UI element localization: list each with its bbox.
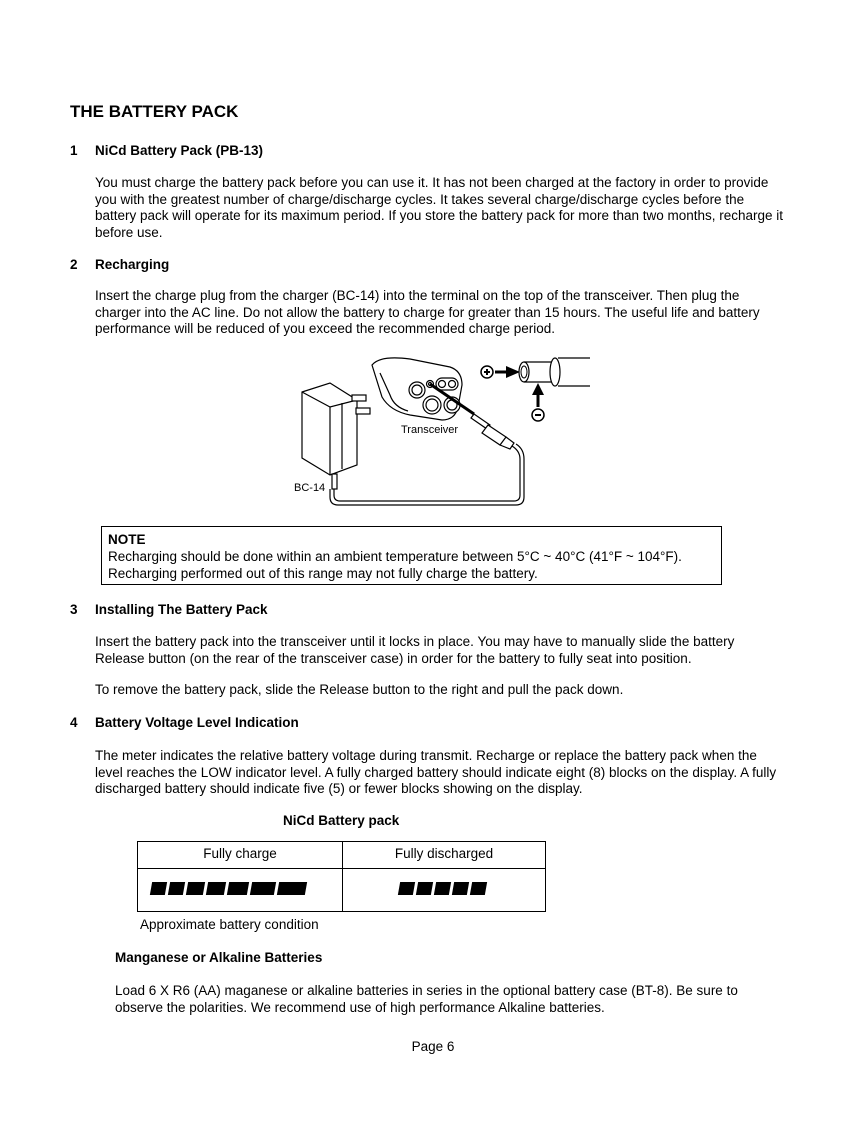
- battery-block: [452, 882, 469, 895]
- text-line: battery pack will operate for its maximum period. If you store the battery pack for more than two months, recharge it: [95, 208, 784, 223]
- transceiver-label: Transceiver: [401, 424, 459, 436]
- section-2-paragraph: [95, 288, 760, 338]
- text-line: you with the greatest number of charge/discharge cycles. It takes several charge/discharge cycles before the: [95, 191, 745, 207]
- transceiver-icon: [372, 358, 462, 420]
- section-1-number: 1: [70, 143, 78, 158]
- battery-block: [186, 882, 205, 895]
- text-line: You must charge the battery pack before you can use it. It has not been charged at the factory in order to provide: [95, 175, 769, 190]
- battery-block: [250, 882, 276, 895]
- page-title: THE BATTERY PACK: [70, 102, 239, 121]
- section-3-number: 3: [70, 602, 78, 617]
- alkaline-paragraph: [115, 983, 738, 1016]
- alkaline-title: Manganese or Alkaline Batteries: [115, 950, 323, 965]
- section-4-number: 4: [70, 715, 78, 730]
- note-line: Recharging should be done within an ambient temperature between 5°C ~ 40°C (41°F ~ 104°F).: [108, 549, 682, 564]
- section-2-title: Recharging: [95, 257, 170, 272]
- battery-block: [227, 882, 249, 895]
- section-3-paragraph-2: [95, 682, 623, 699]
- battery-table-title: NiCd Battery pack: [283, 813, 400, 828]
- section-1-paragraph: [95, 175, 783, 241]
- battery-block: [277, 882, 307, 895]
- charging-diagram: [290, 345, 590, 520]
- section-4-paragraph: [95, 748, 776, 798]
- battery-block: [434, 882, 451, 895]
- section-1-title: NiCd Battery Pack (PB-13): [95, 143, 264, 158]
- dc-jack-polarity-icon: [481, 358, 590, 421]
- page-number: Page 6: [411, 1039, 455, 1054]
- note-line: Recharging performed out of this range may not fully charge the battery.: [108, 566, 538, 581]
- text-line: level reaches the LOW indicator level. A fully charged battery should indicate eight (8) blocks on the display. A fully: [95, 764, 777, 780]
- text-line: To remove the battery pack, slide the Release button to the right and pull the pack down.: [95, 682, 624, 697]
- text-line: observe the polarities. We recommend use of high performance Alkaline batteries.: [115, 999, 605, 1015]
- battery-meter-discharged: [399, 882, 486, 895]
- text-line: before use.: [95, 224, 163, 240]
- charger-adapter-icon: [302, 383, 370, 489]
- text-line: The meter indicates the relative battery voltage during transmit. Recharge or replace the battery pack when the: [95, 748, 757, 763]
- text-line: charger into the AC line. Do not allow the battery to charge for greater than 15 hours. The useful life and battery: [95, 304, 760, 320]
- section-3-paragraph-1: [95, 634, 734, 667]
- battery-meter-full: [151, 882, 306, 895]
- charger-label: BC-14: [294, 482, 326, 494]
- text-line: Insert the battery pack into the transceiver until it locks in place. You may have to manually slide the battery: [95, 634, 735, 649]
- column-header-fully-discharged: Fully discharged: [394, 846, 494, 861]
- text-line: performance will be reduced of you exceed the recommended charge period.: [95, 321, 556, 336]
- battery-condition-table: [137, 841, 546, 912]
- column-header-fully-charge: Fully charge: [203, 846, 277, 861]
- battery-block: [168, 882, 185, 895]
- note-title: NOTE: [108, 532, 146, 547]
- battery-block: [398, 882, 415, 895]
- text-line: Load 6 X R6 (AA) maganese or alkaline batteries in series in the optional battery case (BT-8). Be sure to: [115, 983, 738, 998]
- battery-block: [150, 882, 167, 895]
- section-2-number: 2: [70, 257, 78, 272]
- section-3-title: Installing The Battery Pack: [95, 602, 268, 617]
- text-line: discharged battery should indicate five (5) or fewer blocks showing on the display.: [95, 781, 583, 796]
- text-line: Release button (on the rear of the transceiver case) in order for the battery to fully seat into position.: [95, 650, 692, 666]
- note-box: [101, 526, 722, 585]
- battery-block: [206, 882, 226, 895]
- section-4-title: Battery Voltage Level Indication: [95, 715, 299, 730]
- table-caption: Approximate battery condition: [140, 917, 319, 932]
- text-line: Insert the charge plug from the charger (BC-14) into the terminal on the top of the transceiver. Then plug the: [95, 288, 740, 303]
- table-divider: [138, 868, 545, 869]
- battery-block: [470, 882, 487, 895]
- battery-block: [416, 882, 433, 895]
